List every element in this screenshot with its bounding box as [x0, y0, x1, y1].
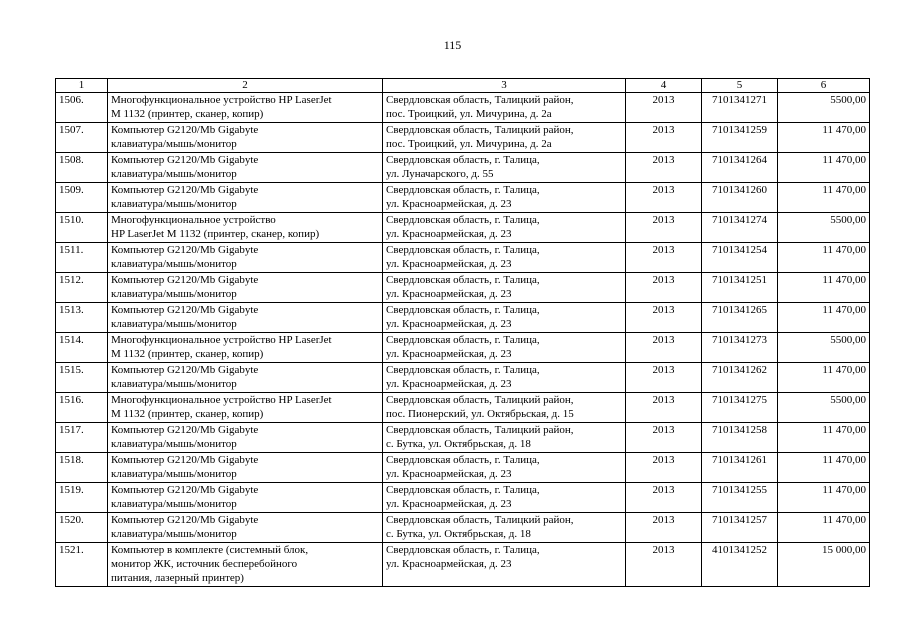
inventory-number: 7101341254 — [702, 243, 778, 273]
item-cost: 11 470,00 — [778, 153, 870, 183]
item-cost: 5500,00 — [778, 93, 870, 123]
item-name: Компьютер в комплекте (системный блок, монитор ЖК, источник бесперебойного питания, лазерный принтер) — [108, 543, 383, 587]
row-number: 1507. — [56, 123, 108, 153]
inventory-number: 7101341257 — [702, 513, 778, 543]
inventory-number: 7101341260 — [702, 183, 778, 213]
inventory-number: 7101341264 — [702, 153, 778, 183]
row-number: 1520. — [56, 513, 108, 543]
item-name: Компьютер G2120/Mb Gigabyte клавиатура/мышь/монитор — [108, 273, 383, 303]
row-number: 1516. — [56, 393, 108, 423]
table-row — [56, 513, 870, 543]
item-address: Свердловская область, г. Талица, ул. Красноармейская, д. 23 — [383, 183, 626, 213]
row-number: 1515. — [56, 363, 108, 393]
item-name: Многофункциональное устройство HP LaserJet M 1132 (принтер, сканер, копир) — [108, 93, 383, 123]
header-row — [56, 79, 870, 93]
item-year: 2013 — [626, 363, 702, 393]
item-name: Компьютер G2120/Mb Gigabyte клавиатура/мышь/монитор — [108, 243, 383, 273]
item-year: 2013 — [626, 393, 702, 423]
item-cost: 11 470,00 — [778, 513, 870, 543]
item-address: Свердловская область, Талицкий район, пос. Пионерский, ул. Октябрьская, д. 15 — [383, 393, 626, 423]
item-year: 2013 — [626, 123, 702, 153]
item-name: Компьютер G2120/Mb Gigabyte клавиатура/мышь/монитор — [108, 513, 383, 543]
item-name: Компьютер G2120/Mb Gigabyte клавиатура/мышь/монитор — [108, 183, 383, 213]
item-year: 2013 — [626, 453, 702, 483]
item-address: Свердловская область, г. Талица, ул. Красноармейская, д. 23 — [383, 213, 626, 243]
item-address: Свердловская область, г. Талица, ул. Красноармейская, д. 23 — [383, 243, 626, 273]
table-row — [56, 393, 870, 423]
page-number: 115 — [443, 38, 462, 52]
item-year: 2013 — [626, 153, 702, 183]
item-year: 2013 — [626, 303, 702, 333]
item-address: Свердловская область, г. Талица, ул. Красноармейская, д. 23 — [383, 363, 626, 393]
item-cost: 5500,00 — [778, 393, 870, 423]
item-address: Свердловская область, Талицкий район, пос. Троицкий, ул. Мичурина, д. 2а — [383, 93, 626, 123]
inventory-number: 7101341271 — [702, 93, 778, 123]
table-row — [56, 153, 870, 183]
inventory-number: 7101341251 — [702, 273, 778, 303]
item-cost: 11 470,00 — [778, 123, 870, 153]
item-year: 2013 — [626, 243, 702, 273]
item-year: 2013 — [626, 183, 702, 213]
row-number: 1509. — [56, 183, 108, 213]
item-address: Свердловская область, г. Талица, ул. Красноармейская, д. 23 — [383, 273, 626, 303]
item-address: Свердловская область, г. Талица, ул. Красноармейская, д. 23 — [383, 333, 626, 363]
item-address: Свердловская область, Талицкий район, пос. Троицкий, ул. Мичурина, д. 2а — [383, 123, 626, 153]
item-cost: 11 470,00 — [778, 273, 870, 303]
item-address: Свердловская область, г. Талица, ул. Луначарского, д. 55 — [383, 153, 626, 183]
item-cost: 15 000,00 — [778, 543, 870, 587]
row-number: 1510. — [56, 213, 108, 243]
item-name: Многофункциональное устройство HP LaserJet M 1132 (принтер, сканер, копир) — [108, 333, 383, 363]
column-header: 6 — [778, 79, 870, 93]
item-name: Компьютер G2120/Mb Gigabyte клавиатура/мышь/монитор — [108, 123, 383, 153]
item-year: 2013 — [626, 93, 702, 123]
table-row — [56, 273, 870, 303]
item-year: 2013 — [626, 513, 702, 543]
item-name: Компьютер G2120/Mb Gigabyte клавиатура/мышь/монитор — [108, 363, 383, 393]
column-header: 5 — [702, 79, 778, 93]
inventory-number: 7101341261 — [702, 453, 778, 483]
row-number: 1518. — [56, 453, 108, 483]
row-number: 1514. — [56, 333, 108, 363]
item-cost: 11 470,00 — [778, 303, 870, 333]
item-address: Свердловская область, г. Талица, ул. Красноармейская, д. 23 — [383, 483, 626, 513]
item-name: Компьютер G2120/Mb Gigabyte клавиатура/мышь/монитор — [108, 153, 383, 183]
inventory-number: 7101341262 — [702, 363, 778, 393]
inventory-number: 7101341274 — [702, 213, 778, 243]
table-row — [56, 243, 870, 273]
property-table — [55, 78, 870, 587]
item-year: 2013 — [626, 333, 702, 363]
inventory-number: 4101341252 — [702, 543, 778, 587]
row-number: 1506. — [56, 93, 108, 123]
table-row — [56, 93, 870, 123]
item-cost: 11 470,00 — [778, 363, 870, 393]
item-cost: 11 470,00 — [778, 483, 870, 513]
item-address: Свердловская область, г. Талица, ул. Красноармейская, д. 23 — [383, 453, 626, 483]
item-name: Компьютер G2120/Mb Gigabyte клавиатура/мышь/монитор — [108, 303, 383, 333]
table-row — [56, 483, 870, 513]
item-address: Свердловская область, г. Талица, ул. Красноармейская, д. 23 — [383, 303, 626, 333]
item-name: Компьютер G2120/Mb Gigabyte клавиатура/мышь/монитор — [108, 483, 383, 513]
item-cost: 5500,00 — [778, 333, 870, 363]
item-name: Компьютер G2120/Mb Gigabyte клавиатура/мышь/монитор — [108, 453, 383, 483]
item-name: Многофункциональное устройство HP LaserJet M 1132 (принтер, сканер, копир) — [108, 393, 383, 423]
item-address: Свердловская область, Талицкий район, с. Бутка, ул. Октябрьская, д. 18 — [383, 513, 626, 543]
row-number: 1508. — [56, 153, 108, 183]
item-cost: 11 470,00 — [778, 423, 870, 453]
table-row — [56, 363, 870, 393]
row-number: 1517. — [56, 423, 108, 453]
item-cost: 11 470,00 — [778, 183, 870, 213]
item-year: 2013 — [626, 543, 702, 587]
item-year: 2013 — [626, 423, 702, 453]
inventory-number: 7101341265 — [702, 303, 778, 333]
column-header: 1 — [56, 79, 108, 93]
table-row — [56, 543, 870, 587]
table-row — [56, 183, 870, 213]
column-header: 3 — [383, 79, 626, 93]
inventory-number: 7101341258 — [702, 423, 778, 453]
inventory-number: 7101341255 — [702, 483, 778, 513]
item-name: Компьютер G2120/Mb Gigabyte клавиатура/мышь/монитор — [108, 423, 383, 453]
item-year: 2013 — [626, 483, 702, 513]
item-cost: 5500,00 — [778, 213, 870, 243]
table-row — [56, 423, 870, 453]
item-name: Многофункциональное устройство HP LaserJet M 1132 (принтер, сканер, копир) — [108, 213, 383, 243]
table-row — [56, 333, 870, 363]
column-header: 2 — [108, 79, 383, 93]
table-row — [56, 123, 870, 153]
row-number: 1511. — [56, 243, 108, 273]
row-number: 1521. — [56, 543, 108, 587]
item-address: Свердловская область, Талицкий район, с. Бутка, ул. Октябрьская, д. 18 — [383, 423, 626, 453]
item-year: 2013 — [626, 273, 702, 303]
row-number: 1512. — [56, 273, 108, 303]
item-cost: 11 470,00 — [778, 243, 870, 273]
item-year: 2013 — [626, 213, 702, 243]
row-number: 1513. — [56, 303, 108, 333]
item-address: Свердловская область, г. Талица, ул. Красноармейская, д. 23 — [383, 543, 626, 587]
table-row — [56, 453, 870, 483]
table-row — [56, 303, 870, 333]
inventory-number: 7101341259 — [702, 123, 778, 153]
item-cost: 11 470,00 — [778, 453, 870, 483]
row-number: 1519. — [56, 483, 108, 513]
inventory-number: 7101341273 — [702, 333, 778, 363]
table-row — [56, 213, 870, 243]
column-header: 4 — [626, 79, 702, 93]
inventory-number: 7101341275 — [702, 393, 778, 423]
